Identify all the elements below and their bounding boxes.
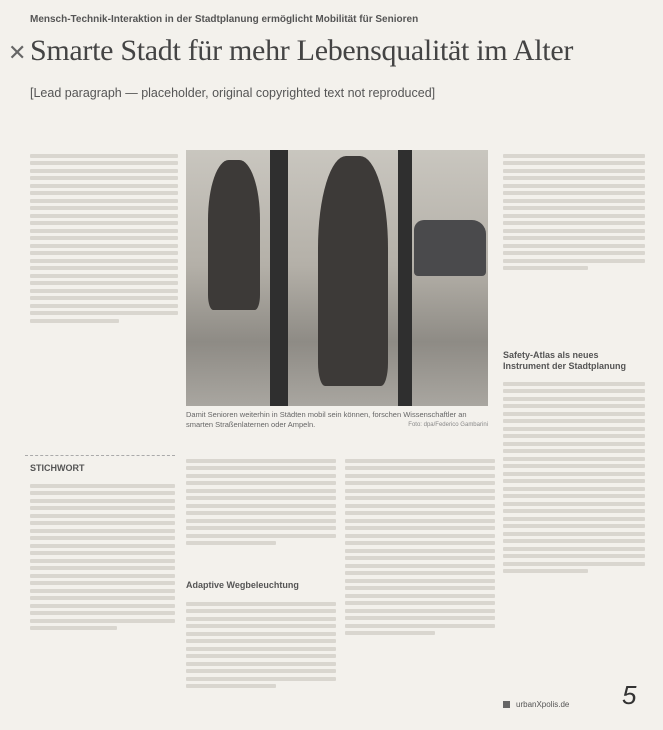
body-column-2b (186, 598, 336, 723)
photo-credit: Foto: dpa/Federico Gambarini (408, 422, 488, 428)
section-heading-adaptive-lighting: Adaptive Wegbeleuchtung (186, 580, 299, 590)
headline: Smarte Stadt für mehr Lebensqualität im Alter (30, 34, 574, 67)
section-heading-safety-atlas: Safety-Atlas als neues Instrument der Stadtplanung (503, 350, 627, 371)
url-bullet-icon (503, 701, 510, 708)
body-column-1 (30, 150, 178, 450)
article-photo (186, 150, 488, 406)
body-column-4 (503, 150, 645, 340)
photo-caption: Damit Senioren weiterhin in Städten mobil sein können, forschen Wissenschaftler an smarten Straßenlaternen oder Ampeln. (186, 410, 467, 429)
body-column-3 (345, 455, 495, 723)
body-column-2 (186, 455, 336, 575)
lead-paragraph: [Lead paragraph — placeholder, original copyrighted text not reproduced] (30, 86, 436, 100)
kicker: Mensch-Technik-Interaktion in der Stadtplanung ermöglicht Mobilität für Senioren (30, 14, 419, 25)
page-number: 5 (622, 680, 637, 710)
body-column-4b (503, 378, 645, 688)
sidebar-body (30, 480, 175, 720)
corner-mark-icon: ✕ (8, 40, 27, 65)
sidebar-title: STICHWORT (30, 463, 85, 473)
source-url[interactable]: urbanXpolis.de (516, 700, 570, 709)
